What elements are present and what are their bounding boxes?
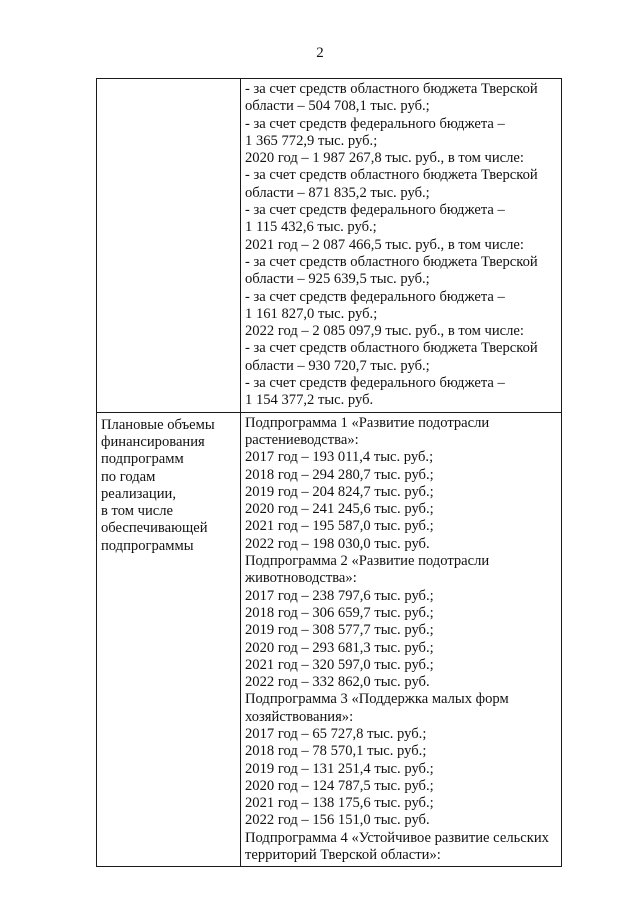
table-row <box>97 79 562 413</box>
text-line: 2022 год – 332 862,0 тыс. руб. <box>245 674 430 691</box>
text-line: растениеводства»: <box>245 431 359 448</box>
text-line: 2019 год – 204 824,7 тыс. руб.; <box>245 483 434 500</box>
text-line: хозяйствования»: <box>245 708 354 725</box>
text-line: области – 504 708,1 тыс. руб.; <box>245 98 430 115</box>
text-line: области – 930 720,7 тыс. руб.; <box>245 357 430 374</box>
text-line: - за счет средств областного бюджета Тверской <box>245 253 538 270</box>
text-line: 2019 год – 131 251,4 тыс. руб.; <box>245 760 434 777</box>
text-line: Подпрограмма 2 «Развитие подотрасли <box>245 553 490 570</box>
text-line: - за счет средств областного бюджета Тверской <box>245 81 538 97</box>
text-line: 1 154 377,2 тыс. руб. <box>245 392 374 409</box>
text-line: 2017 год – 193 011,4 тыс. руб.; <box>245 449 434 466</box>
text-line: реализации, <box>101 485 176 502</box>
text-line: территорий Тверской области»: <box>245 847 441 864</box>
text-line: животноводства»: <box>245 570 357 587</box>
text-line: - за счет средств областного бюджета Тверской <box>245 340 538 357</box>
text-line: - за счет средств федерального бюджета – <box>245 115 505 132</box>
text-line: 2020 год – 293 681,3 тыс. руб.; <box>245 639 434 656</box>
text-line: Плановые объемы <box>101 416 215 433</box>
text-line: 2021 год – 320 597,0 тыс. руб.; <box>245 656 434 673</box>
program-table <box>96 78 562 867</box>
text-line: по годам <box>101 468 156 485</box>
text-line: в том числе <box>101 503 174 520</box>
text-line: 1 115 432,6 тыс. руб.; <box>245 219 377 236</box>
table-cell-right <box>241 412 562 867</box>
page-number: 2 <box>316 45 324 61</box>
text-line: 2020 год – 1 987 267,8 тыс. руб., в том числе: <box>245 150 524 167</box>
text-line: финансирования <box>101 433 205 450</box>
cell-lines <box>97 413 240 557</box>
text-line: 2020 год – 124 787,5 тыс. руб.; <box>245 777 434 794</box>
text-line: 2019 год – 308 577,7 тыс. руб.; <box>245 622 434 639</box>
text-line: 2017 год – 238 797,6 тыс. руб.; <box>245 587 434 604</box>
text-line: Подпрограмма 1 «Развитие подотрасли <box>245 414 490 431</box>
cell-lines <box>97 79 240 85</box>
text-line: 2022 год – 198 030,0 тыс. руб. <box>245 535 430 552</box>
text-line: - за счет средств федерального бюджета – <box>245 375 505 392</box>
table-cell-left <box>97 412 241 867</box>
text-line: обеспечивающей <box>101 520 208 537</box>
text-line: - за счет средств федерального бюджета – <box>245 202 505 219</box>
text-line: 2020 год – 241 245,6 тыс. руб.; <box>245 501 434 518</box>
text-line: 1 365 772,9 тыс. руб.; <box>245 132 378 149</box>
text-line: 2022 год – 156 151,0 тыс. руб. <box>245 812 430 829</box>
text-line: Подпрограмма 3 «Поддержка малых форм <box>245 691 509 708</box>
table-cell-left <box>97 79 241 413</box>
text-line: - за счет средств федерального бюджета – <box>245 288 505 305</box>
text-line: 2018 год – 78 570,1 тыс. руб.; <box>245 743 427 760</box>
text-line: подпрограммы <box>101 537 194 554</box>
text-line: области – 871 835,2 тыс. руб.; <box>245 184 430 201</box>
text-line: 2018 год – 306 659,7 тыс. руб.; <box>245 604 434 621</box>
text-line: - за счет средств областного бюджета Тверской <box>245 167 538 184</box>
text-line: 2018 год – 294 280,7 тыс. руб.; <box>245 466 434 483</box>
text-line: 2021 год – 2 087 466,5 тыс. руб., в том числе: <box>245 236 524 253</box>
table-cell-right <box>241 79 562 413</box>
text-line: 2017 год – 65 727,8 тыс. руб.; <box>245 725 427 742</box>
text-line: Подпрограмма 4 «Устойчивое развитие сельских <box>245 829 549 846</box>
text-line: подпрограмм <box>101 451 184 468</box>
text-line: 1 161 827,0 тыс. руб.; <box>245 305 378 322</box>
text-line: 2022 год – 2 085 097,9 тыс. руб., в том числе: <box>245 323 524 340</box>
cell-lines <box>241 79 561 412</box>
text-line: 2021 год – 138 175,6 тыс. руб.; <box>245 795 434 812</box>
table-row <box>97 412 562 867</box>
cell-lines <box>241 413 561 867</box>
text-line: 2021 год – 195 587,0 тыс. руб.; <box>245 518 434 535</box>
text-line: области – 925 639,5 тыс. руб.; <box>245 271 430 288</box>
